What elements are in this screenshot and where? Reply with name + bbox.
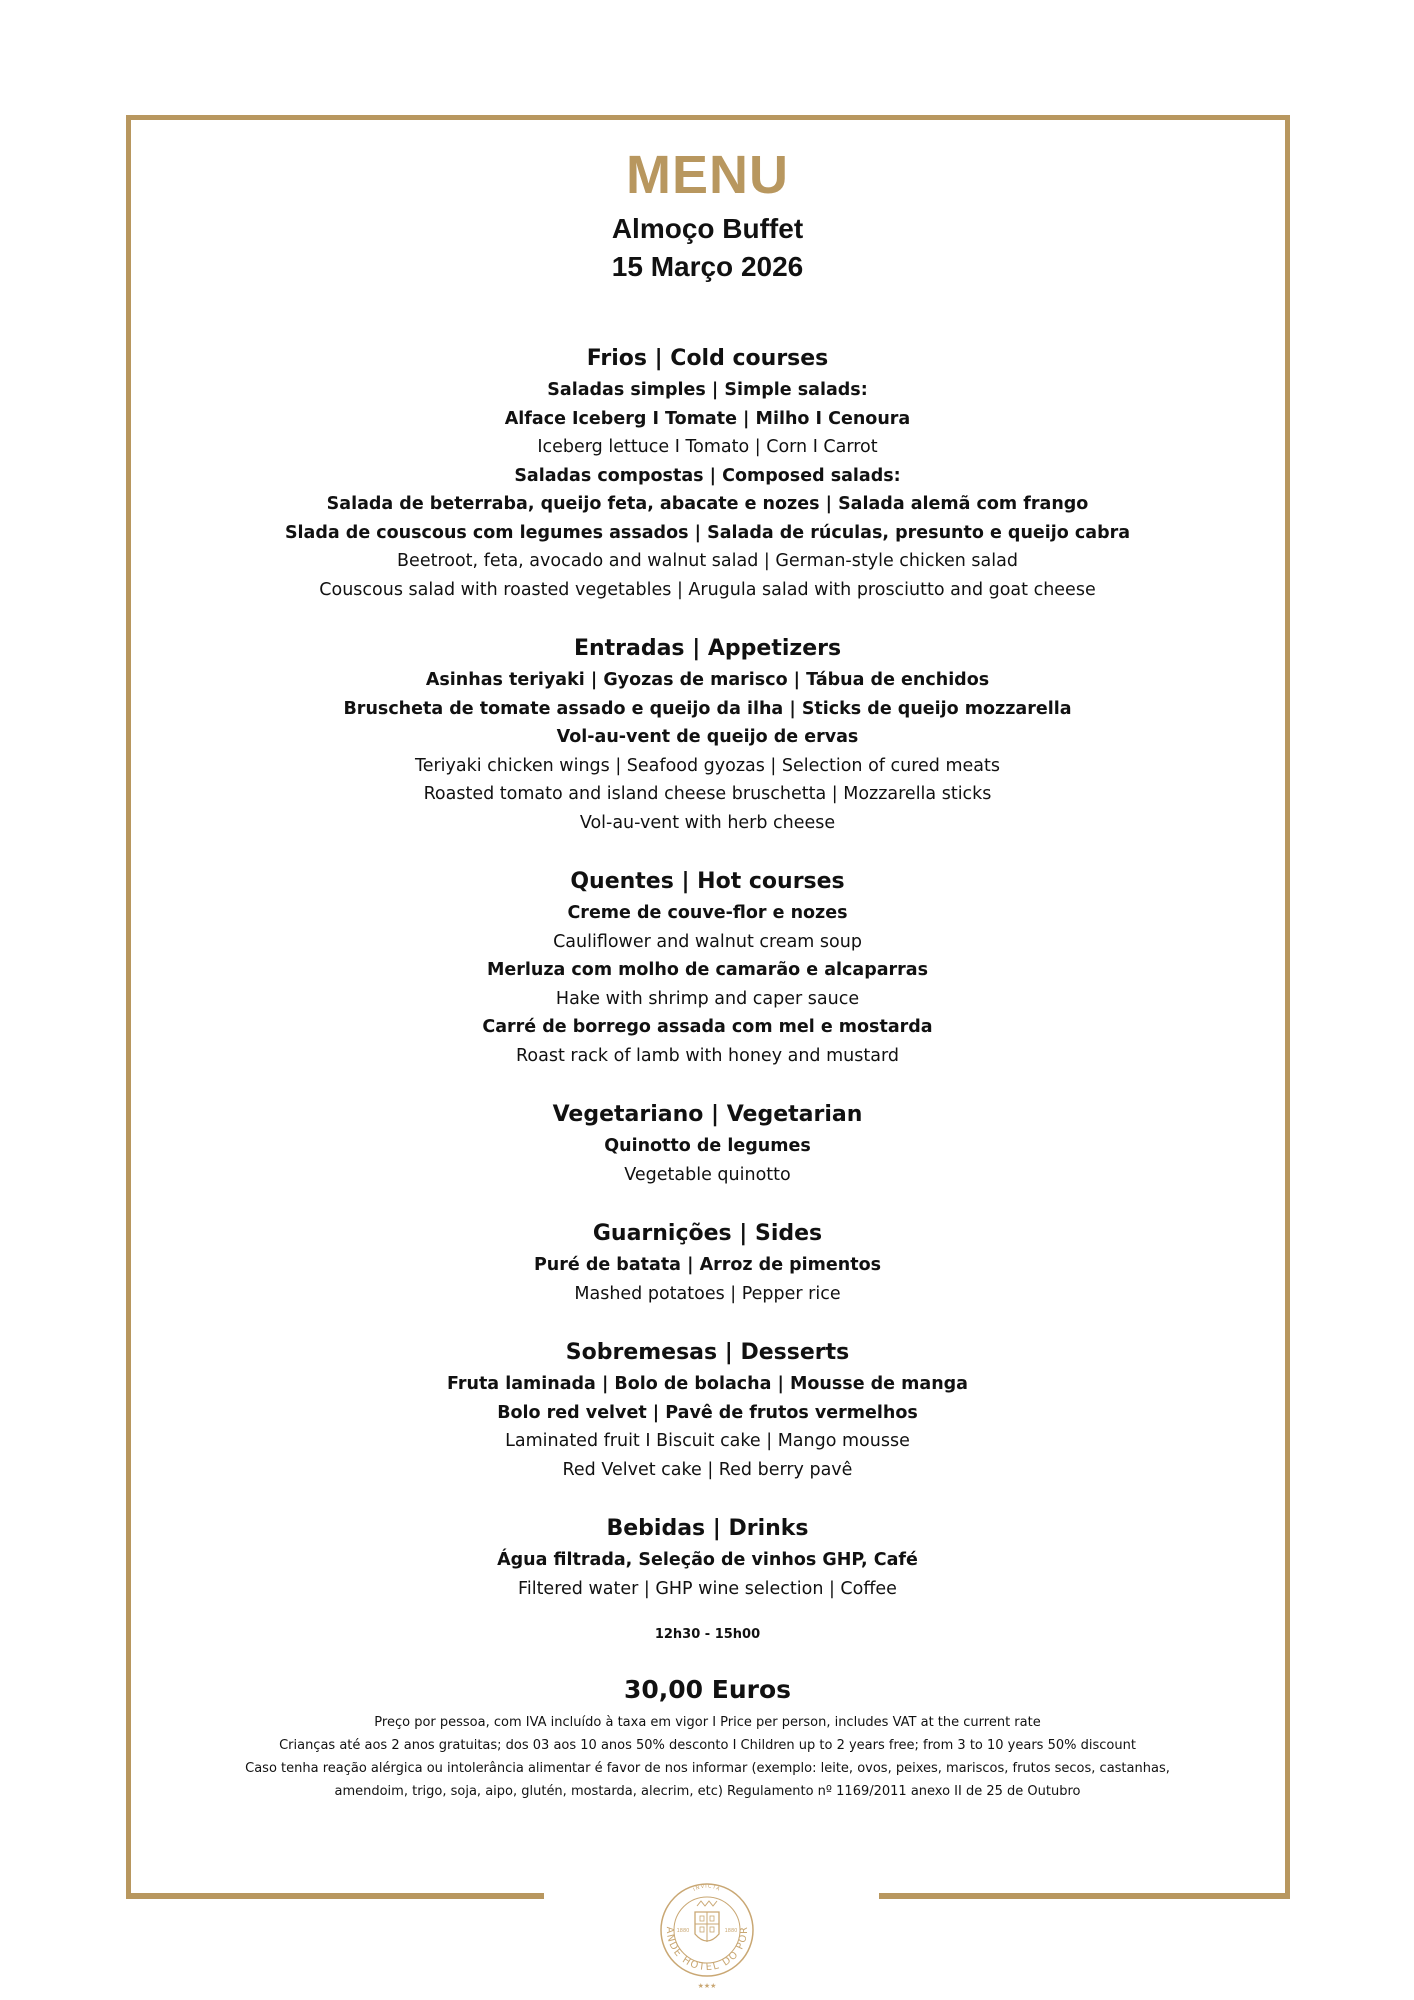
frame-left-border bbox=[126, 115, 131, 1898]
menu-content bbox=[140, 130, 1275, 1803]
menu-line: Laminated fruit I Biscuit cake | Mango mousse bbox=[505, 1431, 910, 1451]
menu-line: Iceberg lettuce I Tomato | Corn I Carrot bbox=[537, 437, 878, 457]
fine-print-line: Caso tenha reação alérgica ou intolerância alimentar é favor de nos informar (exemplo: leite, ovos, peixes, mariscos, frutos secos, castanhas, bbox=[245, 1761, 1170, 1776]
section-heading: Bebidas | Drinks bbox=[606, 1516, 809, 1541]
menu-line: Asinhas teriyaki | Gyozas de marisco | Tábua de enchidos bbox=[425, 670, 990, 690]
menu-line: Roasted tomato and island cheese bruschetta | Mozzarella sticks bbox=[423, 784, 992, 804]
hotel-crest-icon bbox=[655, 1862, 759, 1994]
menu-line: Alface Iceberg I Tomate | Milho I Cenoura bbox=[504, 408, 911, 429]
logo-name-text: ANDE HOTEL DO POR bbox=[663, 1926, 751, 1974]
menu-line: Vol-au-vent with herb cheese bbox=[579, 812, 836, 833]
fine-print bbox=[140, 1711, 1275, 1803]
section-cold-courses bbox=[140, 342, 1275, 604]
menu-line: Beetroot, feta, avocado and walnut salad | German-style chicken salad bbox=[397, 551, 1018, 571]
frame-bottom-border-left bbox=[126, 1893, 544, 1899]
menu-date: 15 Março 2026 bbox=[611, 251, 804, 282]
section-heading: Frios | Cold courses bbox=[586, 346, 829, 371]
menu-line: Cauliflower and walnut cream soup bbox=[553, 931, 862, 952]
menu-line: Carré de borrego assada com mel e mostarda bbox=[482, 1017, 933, 1037]
section-heading: Entradas | Appetizers bbox=[573, 636, 842, 661]
frame-right-border bbox=[1285, 115, 1290, 1898]
menu-line: Couscous salad with roasted vegetables | Arugula salad with prosciutto and goat cheese bbox=[319, 579, 1096, 600]
menu-line: Salada de beterraba, queijo feta, abacate e nozes | Salada alemã com frango bbox=[326, 494, 1089, 514]
section-drinks bbox=[140, 1512, 1275, 1603]
section-heading: Quentes | Hot courses bbox=[570, 869, 845, 894]
logo-top-text: INVICTA bbox=[692, 1883, 722, 1893]
hotel-logo bbox=[655, 1862, 759, 1994]
fine-print-line: amendoim, trigo, soja, aipo, glutén, mostarda, alecrim, etc) Regulamento nº 1169/2011 anexo II de 25 de Outubro bbox=[334, 1784, 1081, 1799]
menu-line: Vegetable quinotto bbox=[624, 1164, 791, 1185]
menu-line: Red Velvet cake | Red berry pavê bbox=[562, 1459, 853, 1480]
section-appetizers bbox=[140, 632, 1275, 837]
logo-year-left: 1880 bbox=[676, 1928, 690, 1934]
menu-line: Bruscheta de tomate assado e queijo da ilha | Sticks de queijo mozzarella bbox=[343, 698, 1072, 719]
section-hot-courses bbox=[140, 865, 1275, 1070]
section-heading: Vegetariano | Vegetarian bbox=[552, 1102, 863, 1127]
section-vegetarian bbox=[140, 1098, 1275, 1189]
menu-line: Fruta laminada | Bolo de bolacha | Mousse de manga bbox=[447, 1374, 968, 1394]
section-heading: Sobremesas | Desserts bbox=[565, 1340, 850, 1365]
section-sides bbox=[140, 1217, 1275, 1308]
menu-line: Mashed potatoes | Pepper rice bbox=[574, 1283, 841, 1304]
frame-top-border bbox=[126, 115, 1290, 120]
menu-line: Teriyaki chicken wings | Seafood gyozas | Selection of cured meats bbox=[414, 755, 1000, 776]
fine-print-line: Crianças até aos 2 anos gratuitas; dos 03 aos 10 anos 50% desconto I Children up to 2 years free; from 3 to 10 years 50% discount bbox=[279, 1738, 1136, 1753]
menu-line: Quinotto de legumes bbox=[604, 1136, 811, 1156]
menu-sections bbox=[140, 342, 1275, 1603]
menu-line: Merluza com molho de camarão e alcaparras bbox=[486, 960, 929, 980]
menu-line: Slada de couscous com legumes assados | Salada de rúculas, presunto e queijo cabra bbox=[284, 522, 1131, 543]
menu-line: Água filtrada, Seleção de vinhos GHP, Café bbox=[497, 1550, 918, 1570]
menu-line: Creme de couve-flor e nozes bbox=[567, 903, 848, 923]
menu-title: MENU bbox=[626, 145, 789, 205]
frame-bottom-border-right bbox=[879, 1893, 1290, 1899]
menu-subtitle: Almoço Buffet bbox=[611, 213, 804, 244]
logo-stars: ★★★ bbox=[697, 1982, 717, 1990]
section-desserts bbox=[140, 1336, 1275, 1484]
menu-line: Saladas simples | Simple salads: bbox=[547, 380, 868, 400]
service-hours: 12h30 - 15h00 bbox=[654, 1627, 761, 1642]
menu-line: Hake with shrimp and caper sauce bbox=[555, 988, 860, 1009]
logo-year-right: 1880 bbox=[724, 1928, 738, 1934]
menu-line: Saladas compostas | Composed salads: bbox=[514, 465, 901, 486]
menu-price: 30,00 Euros bbox=[623, 1675, 792, 1704]
menu-line: Filtered water | GHP wine selection | Coffee bbox=[518, 1578, 897, 1599]
menu-line: Bolo red velvet | Pavê de frutos vermelhos bbox=[497, 1402, 918, 1423]
menu-line: Vol-au-vent de queijo de ervas bbox=[556, 727, 859, 747]
fine-print-line: Preço por pessoa, com IVA incluído à taxa em vigor I Price per person, includes VAT at the current rate bbox=[374, 1715, 1041, 1730]
section-heading: Guarnições | Sides bbox=[592, 1221, 823, 1246]
menu-line: Puré de batata | Arroz de pimentos bbox=[533, 1255, 882, 1275]
menu-line: Roast rack of lamb with honey and mustard bbox=[516, 1045, 899, 1066]
